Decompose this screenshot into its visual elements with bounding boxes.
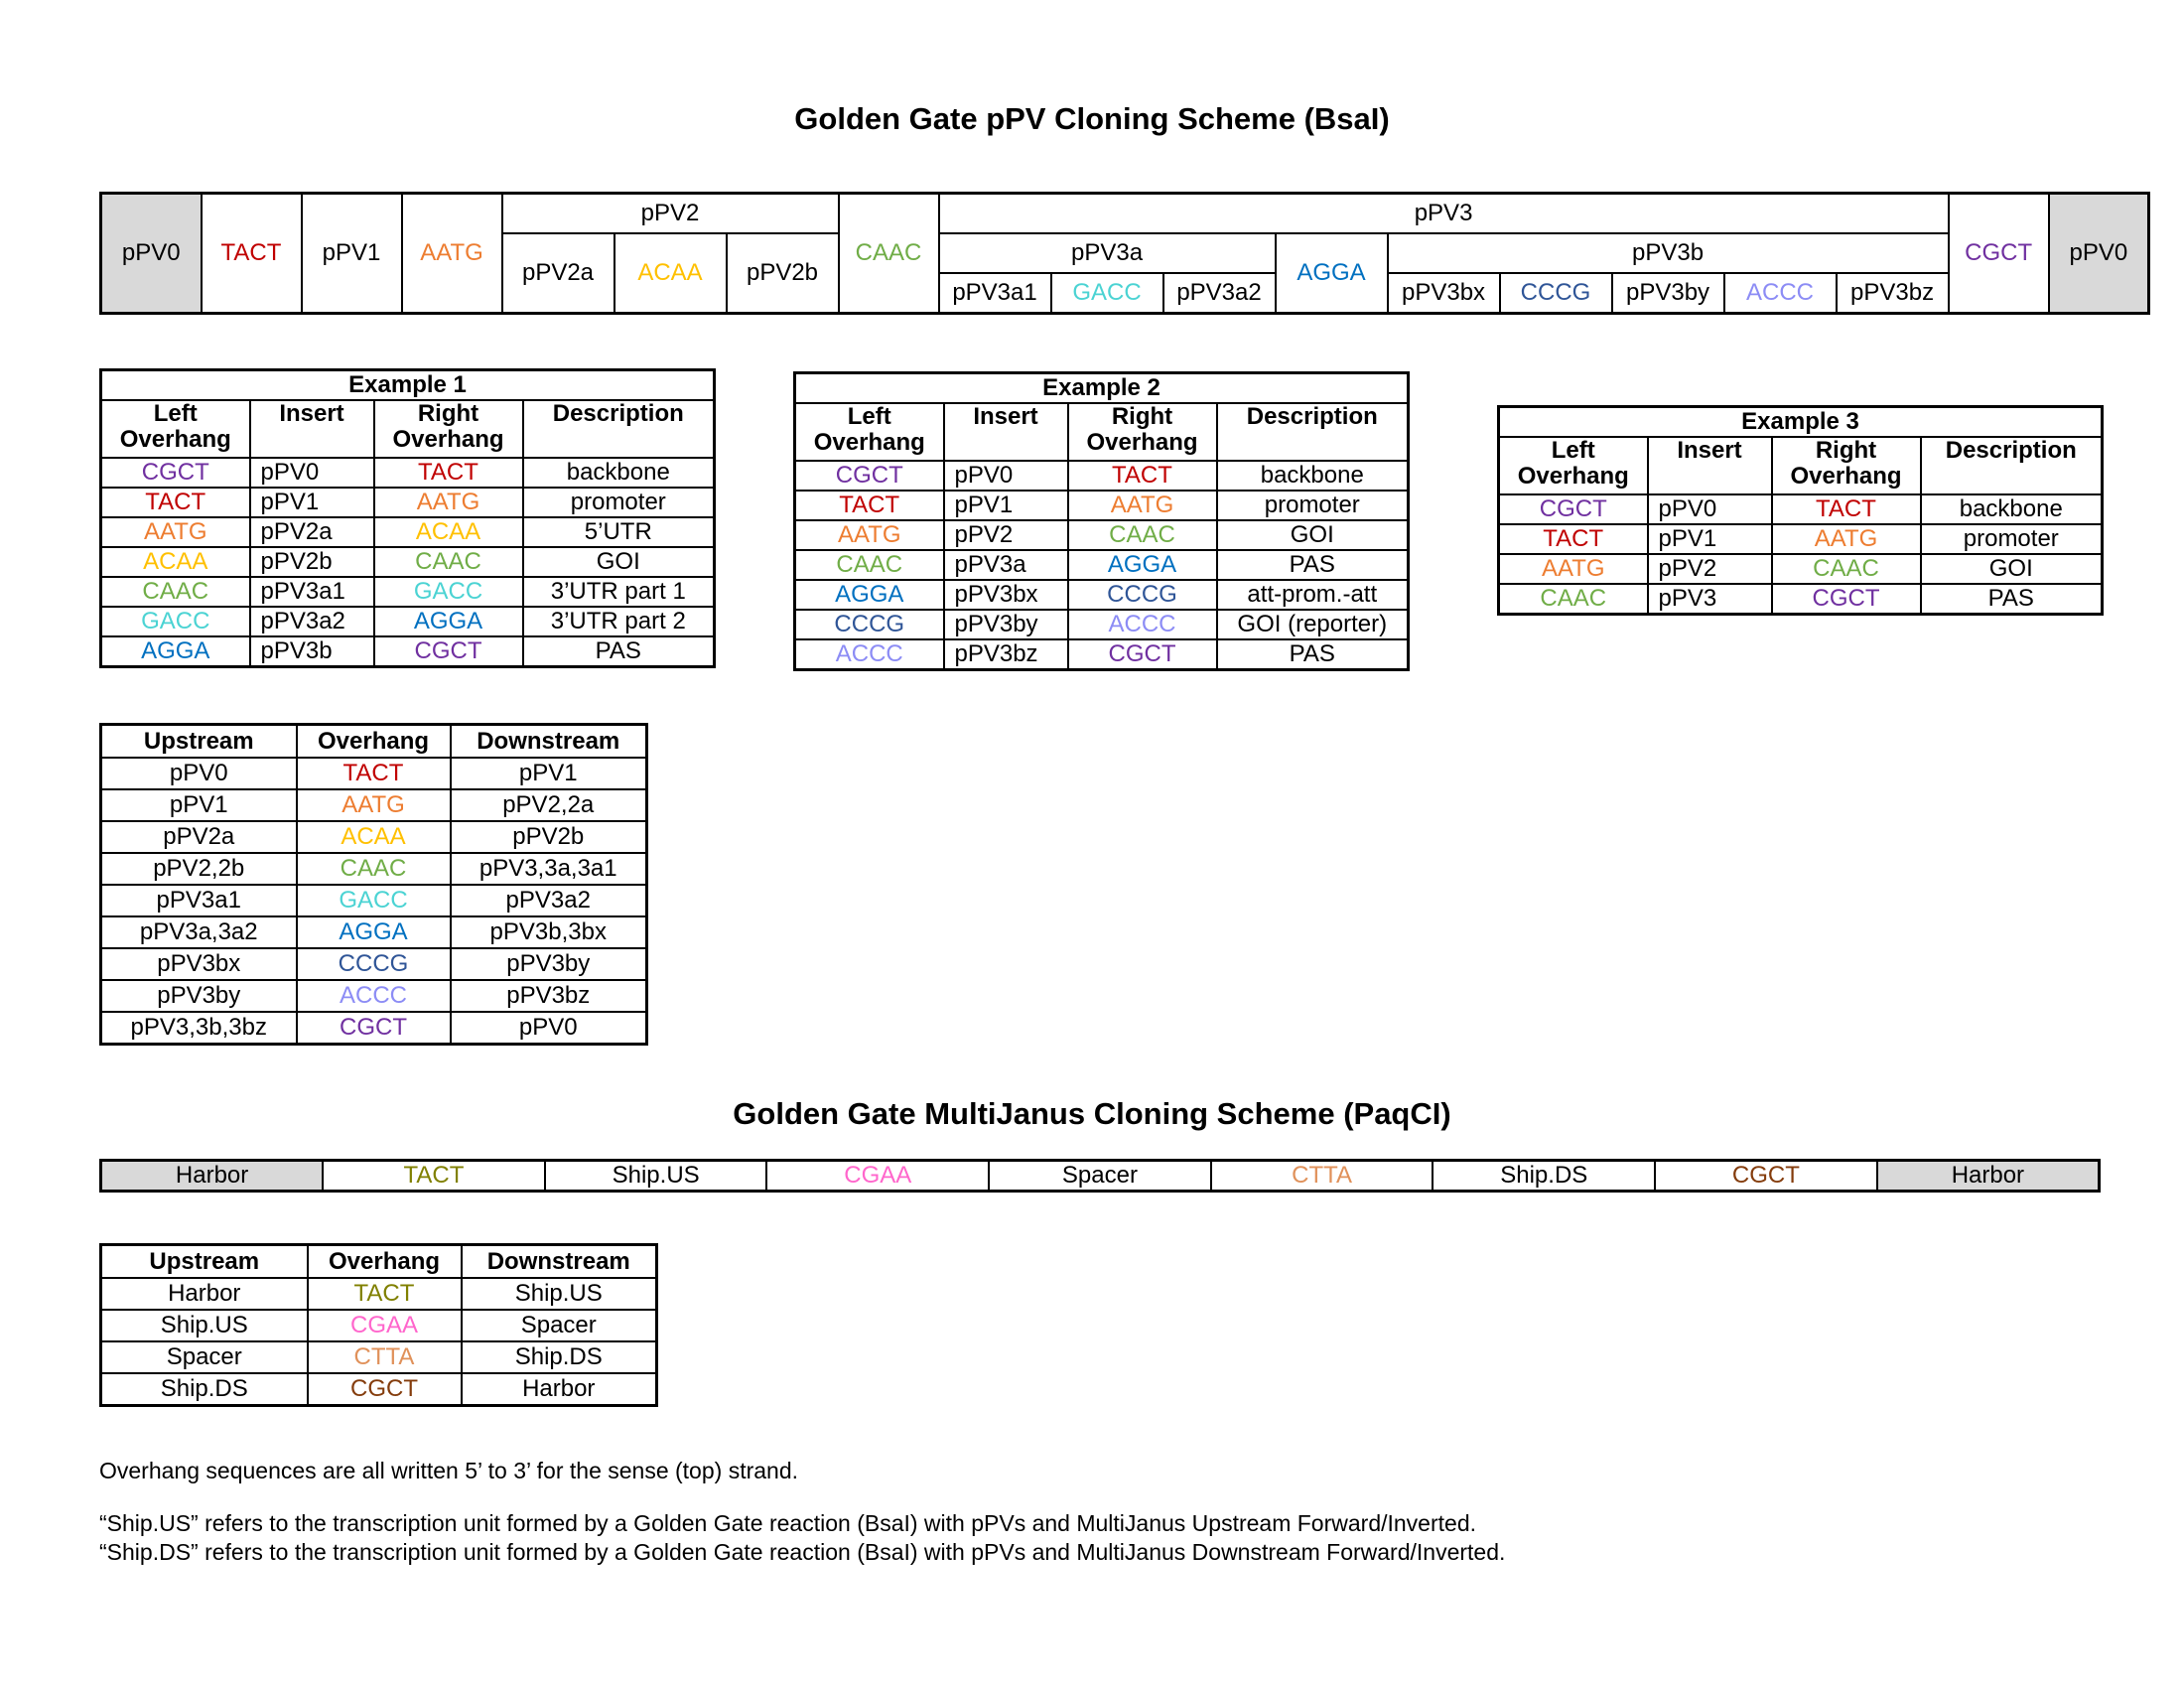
table-row bbox=[1499, 584, 2103, 615]
scheme1-caac: CAAC bbox=[839, 194, 939, 314]
multijanus-overhang-map-table bbox=[99, 1243, 658, 1407]
map2-cell: Spacer bbox=[101, 1341, 308, 1373]
example2-cell: ACCC bbox=[1068, 610, 1217, 639]
example2-header-1: Insert bbox=[944, 403, 1068, 461]
table-row bbox=[101, 758, 647, 789]
table-row bbox=[795, 491, 1409, 520]
scheme2-cell: Spacer bbox=[989, 1161, 1211, 1192]
example1-caption: Example 1 bbox=[101, 370, 715, 401]
map2-cell: TACT bbox=[308, 1278, 462, 1310]
map1-cell: pPV3a2 bbox=[451, 885, 647, 916]
scheme1-tact: TACT bbox=[202, 194, 302, 314]
example1-cell: AGGA bbox=[101, 636, 250, 667]
map2-header-2: Downstream bbox=[462, 1245, 657, 1279]
table-row bbox=[101, 980, 647, 1012]
example2-cell: pPV3bz bbox=[944, 639, 1068, 670]
example1-cell: GOI bbox=[523, 547, 715, 577]
map2-cell: Harbor bbox=[462, 1373, 657, 1406]
example3-cell: CAAC bbox=[1772, 554, 1921, 584]
ppv-scheme-diagram bbox=[99, 192, 2150, 315]
map2-cell: Harbor bbox=[101, 1278, 308, 1310]
example3-caption: Example 3 bbox=[1499, 407, 2103, 438]
example2-cell: CCCG bbox=[795, 610, 944, 639]
example1-cell: 3’UTR part 2 bbox=[523, 607, 715, 636]
map1-cell: pPV0 bbox=[451, 1012, 647, 1045]
example2-cell: CCCG bbox=[1068, 580, 1217, 610]
example3-cell: GOI bbox=[1921, 554, 2103, 584]
example1-cell: 3’UTR part 1 bbox=[523, 577, 715, 607]
scheme1-acaa: ACAA bbox=[614, 233, 727, 314]
example1-cell: pPV0 bbox=[250, 458, 374, 488]
example1-cell: ACAA bbox=[101, 547, 250, 577]
map1-header-1: Overhang bbox=[297, 725, 451, 759]
example1-cell: CAAC bbox=[374, 547, 523, 577]
table-row bbox=[101, 1373, 657, 1406]
scheme1-ppv3bx: pPV3bx bbox=[1388, 273, 1500, 314]
map2-cell: Ship.US bbox=[101, 1310, 308, 1341]
table-row bbox=[101, 1341, 657, 1373]
example1-header-1: Insert bbox=[250, 400, 374, 458]
example2-cell: ACCC bbox=[795, 639, 944, 670]
example1-cell: AGGA bbox=[374, 607, 523, 636]
map2-cell: Spacer bbox=[462, 1310, 657, 1341]
map1-cell: pPV3b,3bx bbox=[451, 916, 647, 948]
example1-cell: PAS bbox=[523, 636, 715, 667]
example1-header-3: Description bbox=[523, 400, 715, 458]
example1-cell: AATG bbox=[101, 517, 250, 547]
example1-cell: GACC bbox=[374, 577, 523, 607]
table-row bbox=[795, 639, 1409, 670]
example2-cell: AGGA bbox=[795, 580, 944, 610]
example3-cell: pPV3 bbox=[1648, 584, 1772, 615]
table-row bbox=[795, 610, 1409, 639]
example2-cell: AATG bbox=[1068, 491, 1217, 520]
example3-cell: AATG bbox=[1499, 554, 1648, 584]
example2-caption: Example 2 bbox=[795, 373, 1409, 404]
scheme1-ppv0-left: pPV0 bbox=[101, 194, 202, 314]
example3-cell: AATG bbox=[1772, 524, 1921, 554]
map1-cell: CCCG bbox=[297, 948, 451, 980]
map1-cell: AATG bbox=[297, 789, 451, 821]
scheme1-accc: ACCC bbox=[1724, 273, 1837, 314]
scheme1-ppv3a1: pPV3a1 bbox=[939, 273, 1051, 314]
example1-header-2: Right Overhang bbox=[374, 400, 523, 458]
example2-cell: pPV0 bbox=[944, 461, 1068, 491]
example1-cell: CAAC bbox=[101, 577, 250, 607]
map2-cell: Ship.DS bbox=[462, 1341, 657, 1373]
scheme2-cell: Ship.DS bbox=[1433, 1161, 1655, 1192]
example1-cell: pPV3b bbox=[250, 636, 374, 667]
example1-cell: TACT bbox=[101, 488, 250, 517]
example2-cell: AGGA bbox=[1068, 550, 1217, 580]
example2-header-3: Description bbox=[1217, 403, 1409, 461]
example1-cell: CGCT bbox=[101, 458, 250, 488]
map1-cell: pPV3bx bbox=[101, 948, 297, 980]
example1-cell: pPV3a2 bbox=[250, 607, 374, 636]
example1-cell: pPV2a bbox=[250, 517, 374, 547]
scheme2-cell: CGAA bbox=[766, 1161, 989, 1192]
example3-cell: pPV2 bbox=[1648, 554, 1772, 584]
scheme1-cgct: CGCT bbox=[1949, 194, 2049, 314]
example3-cell: backbone bbox=[1921, 494, 2103, 524]
example1-cell: 5’UTR bbox=[523, 517, 715, 547]
map1-cell: pPV2,2a bbox=[451, 789, 647, 821]
table-row bbox=[101, 885, 647, 916]
example2-cell: pPV3bx bbox=[944, 580, 1068, 610]
example2-table bbox=[793, 371, 1410, 671]
map1-cell: pPV0 bbox=[101, 758, 297, 789]
example3-header-0: Left Overhang bbox=[1499, 437, 1648, 494]
example1-cell: backbone bbox=[523, 458, 715, 488]
table-row bbox=[101, 821, 647, 853]
example3-cell: TACT bbox=[1772, 494, 1921, 524]
scheme1-ppv0-right: pPV0 bbox=[2049, 194, 2149, 314]
example2-cell: backbone bbox=[1217, 461, 1409, 491]
scheme2-cell: Ship.US bbox=[545, 1161, 767, 1192]
example2-cell: pPV3a bbox=[944, 550, 1068, 580]
example2-cell: pPV1 bbox=[944, 491, 1068, 520]
map1-cell: TACT bbox=[297, 758, 451, 789]
table-row bbox=[101, 636, 715, 667]
example1-cell: TACT bbox=[374, 458, 523, 488]
map1-cell: pPV3bz bbox=[451, 980, 647, 1012]
table-row bbox=[795, 520, 1409, 550]
table-row bbox=[101, 853, 647, 885]
scheme1-ppv3by: pPV3by bbox=[1612, 273, 1724, 314]
example2-cell: CAAC bbox=[795, 550, 944, 580]
example3-cell: TACT bbox=[1499, 524, 1648, 554]
table-row bbox=[101, 488, 715, 517]
map1-cell: CGCT bbox=[297, 1012, 451, 1045]
example2-cell: TACT bbox=[1068, 461, 1217, 491]
map1-cell: AGGA bbox=[297, 916, 451, 948]
example1-cell: CGCT bbox=[374, 636, 523, 667]
note-ship-us: “Ship.US” refers to the transcription unit formed by a Golden Gate reaction (BsaI) with pPVs and MultiJanus Upstream Forward/Inverted. bbox=[99, 1510, 1476, 1536]
scheme1-ppv3a: pPV3a bbox=[939, 233, 1276, 273]
example1-cell: pPV3a1 bbox=[250, 577, 374, 607]
map2-cell: CTTA bbox=[308, 1341, 462, 1373]
map1-header-0: Upstream bbox=[101, 725, 297, 759]
map2-header-1: Overhang bbox=[308, 1245, 462, 1279]
map2-cell: Ship.DS bbox=[101, 1373, 308, 1406]
note-ship-ds: “Ship.DS” refers to the transcription unit formed by a Golden Gate reaction (BsaI) with pPVs and MultiJanus Downstream Forward/Inverted. bbox=[99, 1539, 1506, 1565]
example2-cell: att-prom.-att bbox=[1217, 580, 1409, 610]
example1-table bbox=[99, 368, 716, 668]
table-row bbox=[795, 580, 1409, 610]
example2-cell: pPV3by bbox=[944, 610, 1068, 639]
example2-cell: CGCT bbox=[795, 461, 944, 491]
map1-cell: pPV3by bbox=[101, 980, 297, 1012]
multijanus-scheme-diagram bbox=[99, 1159, 2101, 1193]
example2-cell: GOI (reporter) bbox=[1217, 610, 1409, 639]
scheme1-ppv2b: pPV2b bbox=[727, 233, 839, 314]
example1-cell: promoter bbox=[523, 488, 715, 517]
map2-cell: Ship.US bbox=[462, 1278, 657, 1310]
scheme2-cell: TACT bbox=[323, 1161, 545, 1192]
map1-cell: pPV3a,3a2 bbox=[101, 916, 297, 948]
map1-cell: pPV2a bbox=[101, 821, 297, 853]
table-row bbox=[101, 547, 715, 577]
example3-cell: PAS bbox=[1921, 584, 2103, 615]
note-overhang-direction: Overhang sequences are all written 5’ to 3’ for the sense (top) strand. bbox=[99, 1458, 799, 1483]
example2-header-0: Left Overhang bbox=[795, 403, 944, 461]
scheme1-ppv3b: pPV3b bbox=[1388, 233, 1949, 273]
scheme2-title: Golden Gate MultiJanus Cloning Scheme (PaqCI) bbox=[733, 1096, 1451, 1131]
example1-cell: AATG bbox=[374, 488, 523, 517]
table-row bbox=[1499, 524, 2103, 554]
example2-cell: promoter bbox=[1217, 491, 1409, 520]
map1-cell: pPV2b bbox=[451, 821, 647, 853]
map1-cell: pPV3,3b,3bz bbox=[101, 1012, 297, 1045]
example1-cell: GACC bbox=[101, 607, 250, 636]
scheme1-cccg: CCCG bbox=[1500, 273, 1612, 314]
example3-header-3: Description bbox=[1921, 437, 2103, 494]
example1-cell: ACAA bbox=[374, 517, 523, 547]
map2-cell: CGCT bbox=[308, 1373, 462, 1406]
map1-header-2: Downstream bbox=[451, 725, 647, 759]
scheme1-aatg: AATG bbox=[402, 194, 502, 314]
table-row bbox=[1499, 494, 2103, 524]
map1-cell: ACCC bbox=[297, 980, 451, 1012]
scheme2-cell: Harbor bbox=[1877, 1161, 2100, 1192]
map1-cell: CAAC bbox=[297, 853, 451, 885]
example3-header-1: Insert bbox=[1648, 437, 1772, 494]
map1-cell: pPV1 bbox=[451, 758, 647, 789]
example3-cell: pPV1 bbox=[1648, 524, 1772, 554]
scheme1-ppv2: pPV2 bbox=[502, 194, 839, 234]
scheme1-ppv3bz: pPV3bz bbox=[1837, 273, 1949, 314]
scheme2-cell: Harbor bbox=[101, 1161, 324, 1192]
map1-cell: pPV1 bbox=[101, 789, 297, 821]
scheme1-ppv2a: pPV2a bbox=[502, 233, 614, 314]
example2-cell: AATG bbox=[795, 520, 944, 550]
example2-cell: CAAC bbox=[1068, 520, 1217, 550]
map1-cell: ACAA bbox=[297, 821, 451, 853]
example2-cell: TACT bbox=[795, 491, 944, 520]
example2-cell: PAS bbox=[1217, 639, 1409, 670]
scheme1-gacc: GACC bbox=[1051, 273, 1163, 314]
example2-header-2: Right Overhang bbox=[1068, 403, 1217, 461]
scheme1-agga: AGGA bbox=[1276, 233, 1388, 314]
ppv-overhang-map-table bbox=[99, 723, 648, 1046]
example2-cell: GOI bbox=[1217, 520, 1409, 550]
example3-table bbox=[1497, 405, 2104, 616]
table-row bbox=[101, 1310, 657, 1341]
map1-cell: pPV2,2b bbox=[101, 853, 297, 885]
table-row bbox=[101, 607, 715, 636]
example2-cell: PAS bbox=[1217, 550, 1409, 580]
table-row bbox=[101, 948, 647, 980]
example3-cell: CGCT bbox=[1499, 494, 1648, 524]
scheme2-cell: CGCT bbox=[1655, 1161, 1877, 1192]
scheme1-title: Golden Gate pPV Cloning Scheme (BsaI) bbox=[794, 101, 1390, 136]
table-row bbox=[101, 1012, 647, 1045]
example3-header-2: Right Overhang bbox=[1772, 437, 1921, 494]
table-row bbox=[101, 789, 647, 821]
table-row bbox=[795, 461, 1409, 491]
example3-cell: pPV0 bbox=[1648, 494, 1772, 524]
example1-cell: pPV2b bbox=[250, 547, 374, 577]
scheme1-ppv3: pPV3 bbox=[939, 194, 1949, 234]
example3-cell: CGCT bbox=[1772, 584, 1921, 615]
example2-cell: pPV2 bbox=[944, 520, 1068, 550]
table-row bbox=[1499, 554, 2103, 584]
example3-cell: CAAC bbox=[1499, 584, 1648, 615]
scheme1-ppv1: pPV1 bbox=[302, 194, 402, 314]
example1-cell: pPV1 bbox=[250, 488, 374, 517]
map1-cell: GACC bbox=[297, 885, 451, 916]
map1-cell: pPV3a1 bbox=[101, 885, 297, 916]
map1-cell: pPV3,3a,3a1 bbox=[451, 853, 647, 885]
table-row bbox=[795, 550, 1409, 580]
map2-cell: CGAA bbox=[308, 1310, 462, 1341]
example1-header-0: Left Overhang bbox=[101, 400, 250, 458]
table-row bbox=[101, 577, 715, 607]
example3-cell: promoter bbox=[1921, 524, 2103, 554]
example2-cell: CGCT bbox=[1068, 639, 1217, 670]
scheme2-cell: CTTA bbox=[1211, 1161, 1433, 1192]
table-row bbox=[101, 916, 647, 948]
map1-cell: pPV3by bbox=[451, 948, 647, 980]
table-row bbox=[101, 1278, 657, 1310]
map2-header-0: Upstream bbox=[101, 1245, 308, 1279]
scheme1-ppv3a2: pPV3a2 bbox=[1163, 273, 1276, 314]
table-row bbox=[101, 517, 715, 547]
table-row bbox=[101, 458, 715, 488]
